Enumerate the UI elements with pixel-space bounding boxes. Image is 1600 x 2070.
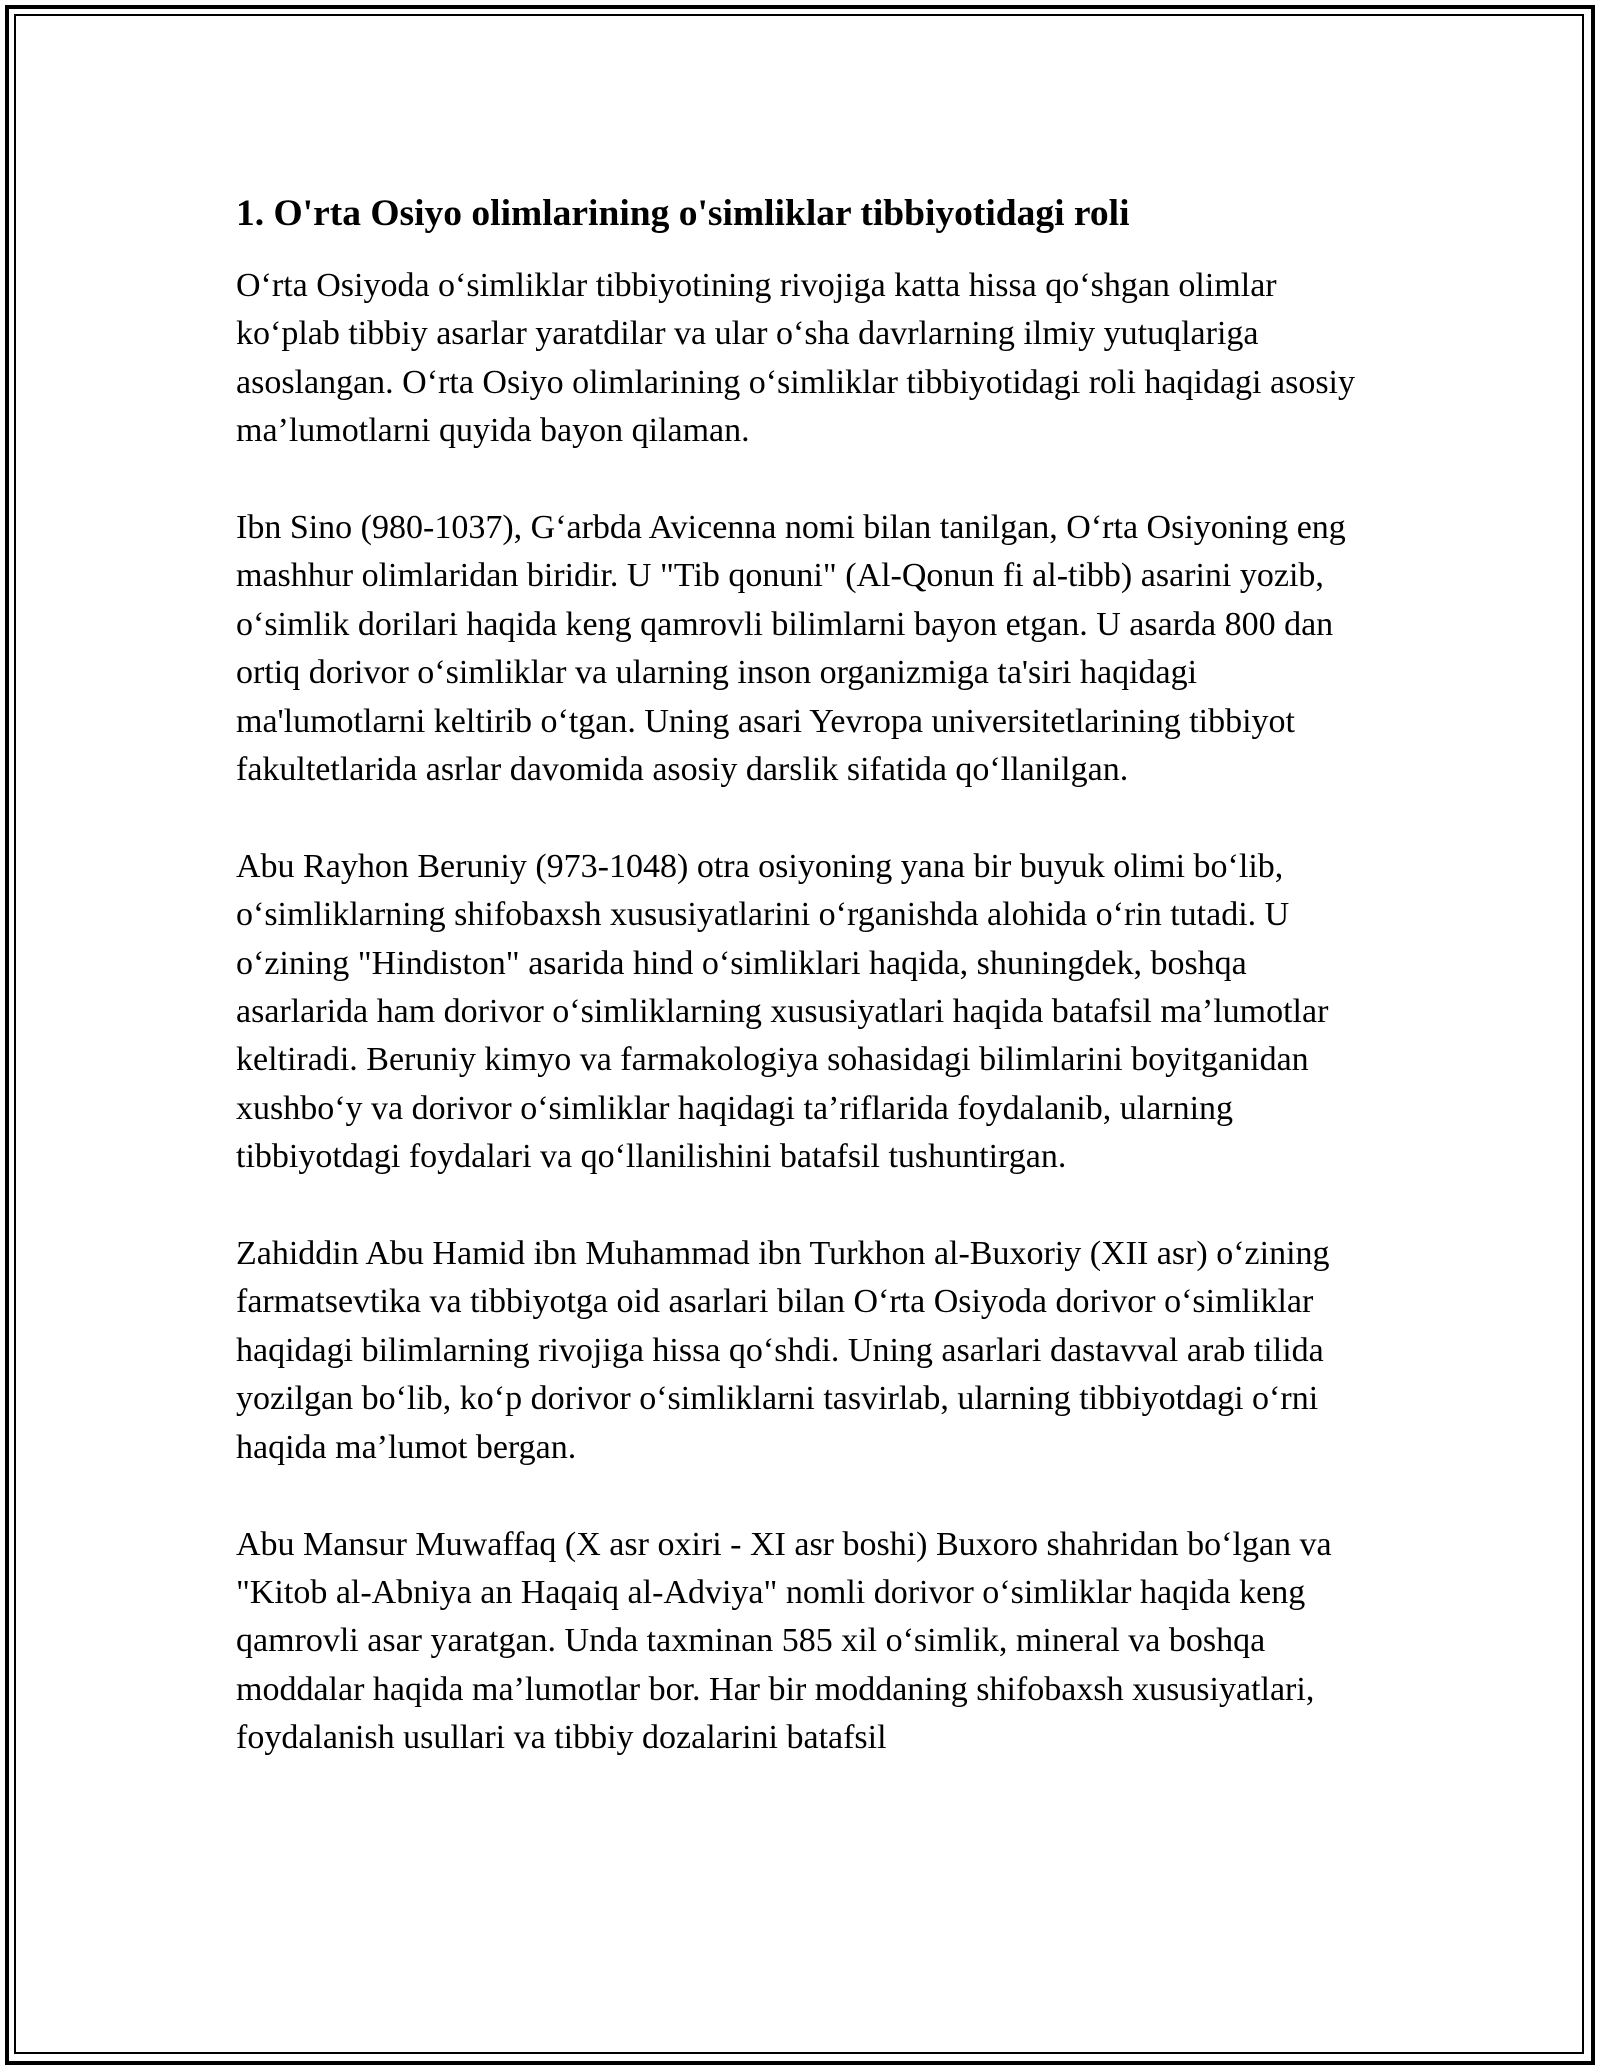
paragraph-al-buxoriy: Zahiddin Abu Hamid ibn Muhammad ibn Turkhon al-Buxoriy (XII asr) o‘zining farmatsevtika va tibbiyotga oid asarlari bilan O‘rta Osiyoda dorivor o‘simliklar haqidagi bilimlarning rivojiga hissa qo‘shdi. Uning asarlari dastavval arab tilida yozilgan bo‘lib, ko‘p dorivor o‘simliklarni tasvirlab, ularning tibbiyotdagi o‘rni haqida ma’lumot bergan. (236, 1235, 1330, 1466)
section-heading: 1. O'rta Osiyo olimlarining o'simliklar tibbiyotidagi roli (236, 193, 1130, 234)
document-body (236, 188, 1381, 1763)
paragraph-intro: O‘rta Osiyoda o‘simliklar tibbiyotining rivojiga katta hissa qo‘shgan olimlar ko‘plab tibbiy asarlar yaratdilar va ular o‘sha davrlarning ilmiy yutuqlariga asoslangan. O‘rta Osiyo olimlarining o‘simliklar tibbiyotidagi roli haqidagi asosiy ma’lumotlarni quyida bayon qilaman. (236, 267, 1355, 450)
paragraph-beruniy: Abu Rayhon Beruniy (973-1048) otra osiyoning yana bir buyuk olimi bo‘lib, o‘simliklarning shifobaxsh xususiyatlarini o‘rganishda alohida o‘rin tutadi. U o‘zining "Hindiston" asarida hind o‘simliklari haqida, shuningdek, boshqa asarlarida ham dorivor o‘simliklarning xususiyatlari haqida batafsil ma’lumotlar keltiradi. Beruniy kimyo va farmakologiya sohasidagi bilimlarini boyitganidan xushbo‘y va dorivor o‘simliklar haqidagi ta’riflarida foydalanib, ularning tibbiyotdagi foydalari va qo‘llanilishini batafsil tushuntirgan. (236, 847, 1329, 1176)
paragraph-muwaffaq: Abu Mansur Muwaffaq (X asr oxiri - XI asr boshi) Buxoro shahridan bo‘lgan va "Kitob al-Abniya an Haqaiq al-Adviya" nomli dorivor o‘simliklar haqida keng qamrovli asar yaratgan. Unda taxminan 585 xil o‘simlik, mineral va boshqa moddalar haqida ma’lumotlar bor. Har bir moddaning shifobaxsh xususiyatlari, foydalanish usullari va tibbiy dozalarini batafsil (236, 1525, 1332, 1757)
paragraph-ibn-sino: Ibn Sino (980-1037), G‘arbda Avicenna nomi bilan tanilgan, O‘rta Osiyoning eng mashhur olimlaridan biridir. U "Tib qonuni" (Al-Qonun fi al-tibb) asarini yozib, o‘simlik dorilari haqida keng qamrovli bilimlarni bayon etgan. U asarda 800 dan ortiq dorivor o‘simliklar va ularning inson organizmiga ta'siri haqidagi ma'lumotlarni keltirib o‘tgan. Uning asari Yevropa universitetlarining tibbiyot fakultetlarida asrlar davomida asosiy darslik sifatida qo‘llanilgan. (236, 509, 1346, 789)
